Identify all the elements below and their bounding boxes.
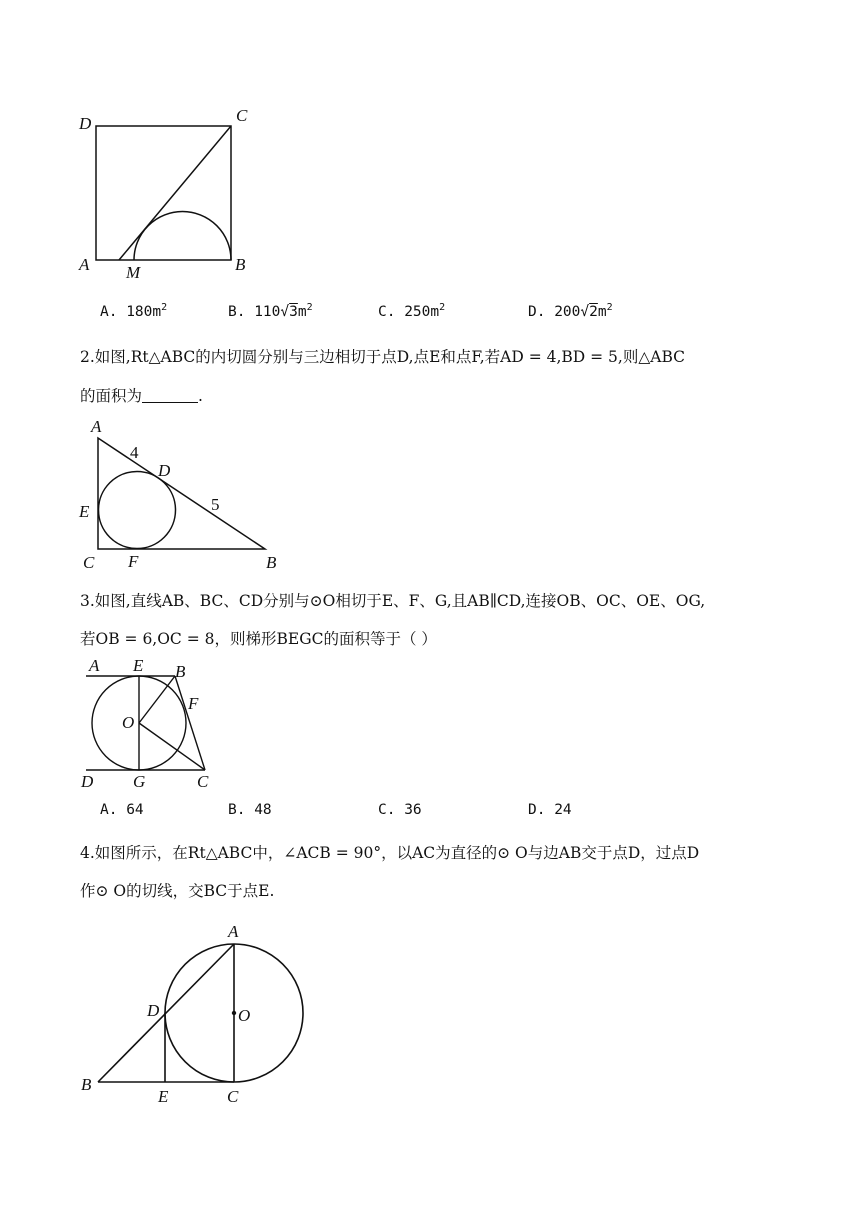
q4-text-line2: 作⊙ O的切线，交BC于点E. (80, 882, 275, 900)
q1-choice-b[interactable]: B. $110√3m^2$ (228, 302, 313, 320)
q1-figure (70, 100, 290, 290)
label-d: D (81, 772, 94, 791)
label-c: C (83, 553, 95, 572)
label-c: C (236, 106, 248, 125)
line-ob (139, 676, 175, 723)
label-a: A (79, 255, 90, 274)
label-c: C (227, 1087, 239, 1106)
label-f: F (128, 552, 139, 571)
label-d: D (79, 114, 92, 133)
label-e: E (79, 502, 90, 521)
q4-figure (70, 915, 320, 1115)
line-oc (139, 723, 205, 770)
label-length-bd: 5 (211, 495, 220, 514)
q3-choice-d[interactable]: D. 24 (528, 802, 572, 818)
q2-prompt: 的面积为 (80, 387, 143, 405)
label-b: B (266, 553, 277, 572)
label-o: O (122, 713, 135, 732)
q1-choice-c[interactable]: C. $250m^2$ (378, 302, 446, 320)
q2-figure (70, 410, 300, 575)
label-a: A (228, 922, 239, 941)
line-ab (98, 944, 234, 1082)
q1-choice-d[interactable]: D. $200√2m^2$ (528, 302, 613, 320)
q4-text-line1: 4.如图所示，在Rt△ABC中，∠ACB = 90°，以AC为直径的⊙ O与边AB交于点D，过点D (80, 844, 700, 862)
q2-text-line2 (80, 385, 790, 407)
label-b: B (235, 255, 246, 274)
label-b: B (175, 662, 186, 681)
label-length-ad: 4 (130, 443, 139, 462)
label-o: O (238, 1006, 251, 1025)
q3-text-line1: 3.如图,直线AB、BC、CD分别与⊙O相切于E、F、G,且AB∥CD,连接OB、OC、OE、OG, (80, 592, 706, 610)
q2-text-line1: 2.如图,Rt△ABC的内切圆分别与三边相切于点D,点E和点F,若AD = 4,BD = 5,则△ABC (80, 348, 686, 366)
label-g: G (133, 772, 146, 791)
label-a: A (91, 417, 102, 436)
label-f: F (188, 694, 199, 713)
square-abcd (96, 126, 231, 260)
q3-text-line2: 若OB = 6,OC = 8，则梯形BEGC的面积等于（ ） (80, 630, 437, 648)
center-point-o (232, 1011, 236, 1015)
label-d: D (158, 461, 171, 480)
label-d: D (147, 1001, 160, 1020)
label-b: B (81, 1075, 92, 1094)
q3-figure (70, 650, 230, 795)
semicircle (134, 212, 231, 260)
q3-choice-c[interactable]: C. 36 (378, 802, 422, 818)
triangle-abc (98, 438, 265, 549)
q3-choice-a[interactable]: A. 64 (100, 802, 144, 818)
line-bc (175, 676, 205, 770)
label-c: C (197, 772, 209, 791)
q2-period: . (198, 387, 203, 405)
q1-choice-a[interactable]: A. $180m^2$ (100, 302, 168, 320)
q3-choice-b[interactable]: B. 48 (228, 802, 272, 818)
label-e: E (158, 1087, 169, 1106)
incircle (99, 472, 176, 549)
label-m: M (126, 263, 141, 282)
label-e: E (133, 656, 144, 675)
label-a: A (89, 656, 100, 675)
tangent-line-mc (119, 126, 231, 260)
q2-answer-blank[interactable] (142, 386, 198, 403)
